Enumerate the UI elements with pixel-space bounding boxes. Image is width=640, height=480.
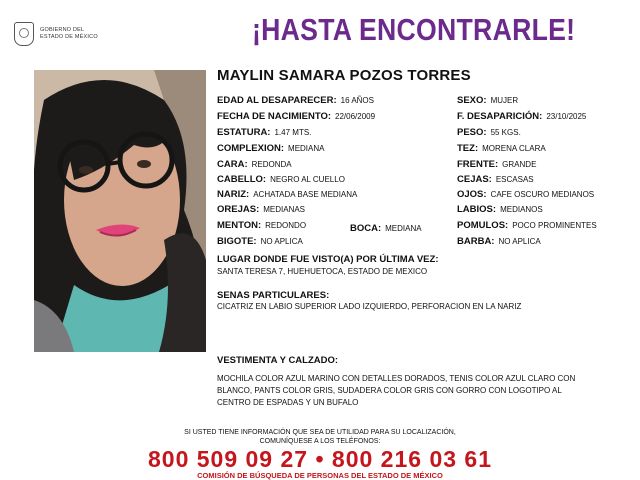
gov-line-2: ESTADO DE MÉXICO [40,34,98,40]
field-disappearance-date [457,111,586,122]
marks-label: SENAS PARTICULARES: [217,290,330,301]
field-value: 22/06/2009 [335,112,376,121]
field-mustache [217,236,303,247]
info-line-1: SI USTED TIENE INFORMACIÓN QUE SEA DE UTILIDAD PARA SU LOCALIZACIÓN, [184,429,456,436]
field-label: COMPLEXION: [217,143,285,154]
field-weight [457,127,521,138]
last-seen-text: SANTA TERESA 7, HUEHUETOCA, ESTADO DE MEXICO [217,267,428,276]
phone-separator: • [315,446,325,472]
field-height [217,127,311,138]
field-mouth [350,223,422,234]
field-complexion-tone [457,143,546,154]
field-label: OREJAS: [217,204,260,215]
field-label: CABELLO: [217,174,267,185]
person-photo [34,70,206,352]
field-value: 55 KGS. [490,128,521,137]
phone-numbers [0,446,640,473]
field-label: BIGOTE: [217,236,257,247]
field-label: FRENTE: [457,159,499,170]
field-value: MORENA CLARA [482,144,546,153]
clothing-label: VESTIMENTA Y CALZADO: [217,355,339,366]
field-cheekbones [457,220,597,231]
field-value: 1.47 MTS. [274,128,312,137]
field-label: ESTATURA: [217,127,271,138]
field-hair [217,174,345,185]
portrait-illustration [34,70,206,352]
field-nose [217,189,357,200]
field-sex [457,95,518,106]
field-value: REDONDA [251,160,292,169]
field-label: BARBA: [457,236,495,247]
field-age [217,95,374,106]
field-value: MUJER [490,96,519,105]
field-value: CAFE OSCURO MEDIANOS [490,190,595,199]
field-value: NO APLICA [260,237,303,246]
field-label: PESO: [457,127,487,138]
field-label: TEZ: [457,143,479,154]
phone-number-2[interactable]: 800 216 03 61 [331,446,493,472]
state-seal-icon [14,22,34,46]
field-lips [457,204,543,215]
field-forehead [457,159,536,170]
contact-instructions [0,428,640,446]
commission-name: COMISIÓN DE BÚSQUEDA DE PERSONAS DEL ESTADO DE MÉXICO [197,471,443,480]
government-logo [14,22,98,46]
government-name [40,27,98,41]
field-birthdate [217,111,375,122]
field-value: ESCASAS [495,175,534,184]
field-label: CARA: [217,159,248,170]
field-label: LABIOS: [457,204,497,215]
info-line-2: COMUNÍQUESE A LOS TELÉFONOS: [259,438,381,445]
field-value: REDONDO [265,221,307,230]
field-value: ACHATADA BASE MEDIANA [253,190,358,199]
field-beard [457,236,541,247]
field-label: MENTON: [217,220,262,231]
marks-text: CICATRIZ EN LABIO SUPERIOR LADO IZQUIERDO, PERFORACION EN LA NARIZ [217,302,522,311]
field-label: FECHA DE NACIMIENTO: [217,111,331,122]
field-build [217,143,324,154]
phone-number-1[interactable]: 800 509 09 27 [147,446,309,472]
field-label: POMULOS: [457,220,509,231]
field-ears [217,204,305,215]
gov-line-1: GOBIERNO DEL [40,27,85,33]
field-value: MEDIANA [385,224,422,233]
field-label: EDAD AL DESAPARECER: [217,95,337,106]
field-value: POCO PROMINENTES [512,221,597,230]
last-seen-label: LUGAR DONDE FUE VISTO(A) POR ÚLTIMA VEZ: [217,254,439,265]
field-label: NARIZ: [217,189,250,200]
field-face [217,159,292,170]
page-headline: ¡HASTA ENCONTRARLE! [252,12,576,47]
person-name: MAYLIN SAMARA POZOS TORRES [217,67,471,84]
field-label: BOCA: [350,223,382,234]
field-label: F. DESAPARICIÓN: [457,111,543,122]
field-value: MEDIANAS [263,205,306,214]
field-value: MEDIANA [288,144,325,153]
field-value: NEGRO AL CUELLO [270,175,345,184]
field-eyes [457,189,594,200]
field-eyebrows [457,174,534,185]
field-value: NO APLICA [498,237,541,246]
field-chin [217,220,306,231]
field-value: 23/10/2025 [546,112,587,121]
field-value: 16 AÑOS [340,96,374,105]
field-value: MEDIANOS [500,205,543,214]
clothing-text: MOCHILA COLOR AZUL MARINO CON DETALLES DORADOS, TENIS COLOR AZUL CLARO CON BLANCO, PANTS COLOR GRIS, SUDADERA COLOR GRIS CON GORRO CON LOGOTIPO AL CENTRO DE ESPADAS Y UN BUFALO [217,374,576,407]
field-label: SEXO: [457,95,487,106]
field-label: CEJAS: [457,174,492,185]
field-value: GRANDE [502,160,537,169]
field-label: OJOS: [457,189,487,200]
